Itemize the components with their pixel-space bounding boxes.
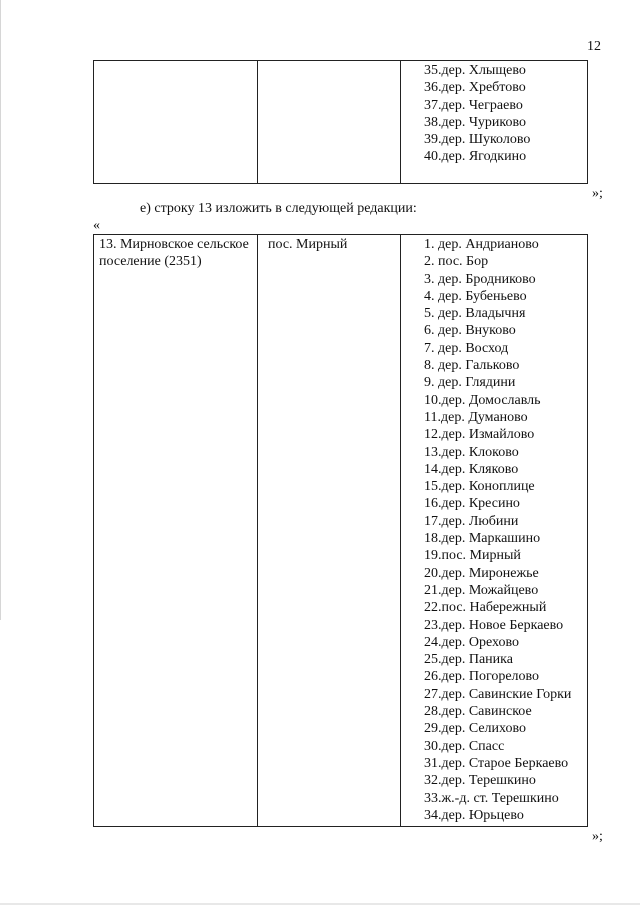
opening-quote: « (93, 218, 100, 233)
settlement-list (401, 61, 587, 166)
list-item: 12.дер. Измайлово (424, 427, 535, 443)
list-item: 31.дер. Старое Беркаево (424, 755, 569, 771)
list-item: 30.дер. Спасс (424, 738, 505, 754)
list-item: 40.дер. Ягодкино (424, 149, 527, 165)
list-item: 19.пос. Мирный (424, 548, 521, 564)
list-item: 37.дер. Чеграево (424, 97, 523, 113)
list-item: 4. дер. Бубеньево (424, 288, 527, 304)
list-item: 16.дер. Кресино (424, 496, 520, 512)
list-item: 34.дер. Юрьцево (424, 807, 524, 823)
closing-quote: »; (592, 829, 603, 844)
list-item: 6. дер. Внуково (424, 323, 516, 339)
list-item: 3. дер. Бродниково (424, 271, 536, 287)
list-item: 15.дер. Коноплице (424, 479, 535, 495)
amendment-instruction: е) строку 13 изложить в следующей редакции: (140, 201, 417, 216)
settlements-table-row-13 (93, 234, 588, 827)
list-item: 21.дер. Можайцево (424, 582, 539, 598)
list-item: 36.дер. Хребтово (424, 80, 526, 96)
settlements-cell (401, 235, 588, 827)
list-item: 1. дер. Андрианово (424, 237, 539, 252)
page-number: 12 (587, 39, 601, 54)
list-item: 39.дер. Шуколово (424, 132, 531, 148)
municipality-name: 13. Мирновское сельское поселение (2351) (99, 237, 249, 270)
center-cell (258, 61, 401, 184)
list-item: 14.дер. Кляково (424, 461, 519, 477)
list-item: 32.дер. Терешкино (424, 773, 536, 789)
list-item: 33.ж.-д. ст. Терешкино (424, 790, 559, 806)
list-item: 35.дер. Хлыщево (424, 63, 526, 78)
list-item: 17.дер. Любини (424, 513, 519, 529)
list-item: 26.дер. Погорелово (424, 669, 540, 685)
settlements-table-continued (93, 60, 588, 184)
table-row (94, 61, 588, 184)
list-item: 5. дер. Владычня (424, 306, 526, 322)
closing-quote: »; (592, 186, 603, 201)
list-item: 28.дер. Савинское (424, 704, 532, 720)
administrative-center: пос. Мирный (268, 237, 348, 252)
list-item: 20.дер. Миронежье (424, 565, 539, 581)
table-row (94, 235, 588, 827)
municipality-cell (94, 235, 258, 827)
list-item: 18.дер. Маркашино (424, 531, 541, 547)
scan-edge (0, 0, 1, 620)
list-item: 27.дер. Савинские Горки (424, 686, 572, 702)
list-item: 24.дер. Орехово (424, 634, 519, 650)
list-item: 38.дер. Чуриково (424, 114, 527, 130)
settlement-list (401, 235, 587, 824)
list-item: 2. пос. Бор (424, 254, 489, 270)
list-item: 10.дер. Домославль (424, 392, 541, 408)
settlements-cell (401, 61, 588, 184)
list-item: 23.дер. Новое Беркаево (424, 617, 564, 633)
list-item: 25.дер. Паника (424, 652, 513, 668)
list-item: 22.пос. Набережный (424, 600, 547, 616)
list-item: 7. дер. Восход (424, 340, 509, 356)
center-cell (258, 235, 401, 827)
list-item: 9. дер. Глядини (424, 375, 516, 391)
list-item: 11.дер. Думаново (424, 409, 528, 425)
municipality-cell (94, 61, 258, 184)
list-item: 8. дер. Гальково (424, 358, 520, 374)
list-item: 29.дер. Селихово (424, 721, 527, 737)
list-item: 13.дер. Клоково (424, 444, 519, 460)
